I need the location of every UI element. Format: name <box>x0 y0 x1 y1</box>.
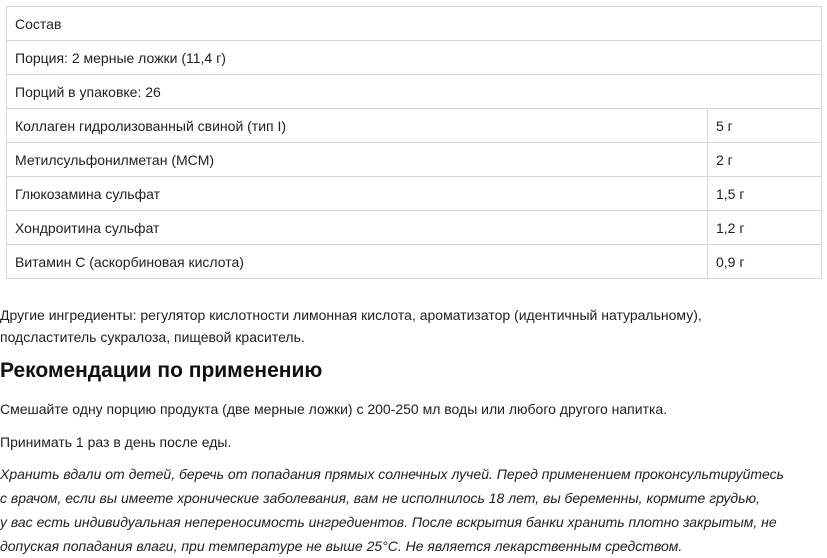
table-row <box>7 143 822 177</box>
warning-line: с врачом, если вы имеете хронические заболевания, вам не исполнилось 18 лет, вы беременны, кормите грудью, <box>0 490 760 506</box>
usage-frequency-text: Принимать 1 раз в день после еды. <box>0 434 232 450</box>
table-row <box>7 7 822 41</box>
ingredient-name-cell: Коллаген гидролизованный свиной (тип I) <box>7 109 708 143</box>
warning-line: Хранить вдали от детей, беречь от попадания прямых солнечных лучей. Перед применением проконсультируйтесь <box>0 466 785 482</box>
usage-instruction-text: Смешайте одну порцию продукта (две мерные ложки) с 200-250 мл воды или любого другого напитка. <box>0 401 668 417</box>
table-row <box>7 41 822 75</box>
ingredient-name-cell: Глюкозамина сульфат <box>7 177 708 211</box>
ingredient-name-cell: Метилсульфонилметан (MCM) <box>7 143 708 177</box>
ingredient-name-cell: Витамин C (аскорбиновая кислота) <box>7 245 708 279</box>
table-row <box>7 245 822 279</box>
warning-line: у вас есть индивидуальная непереносимость ингредиентов. После вскрытия банки хранить плотно закрытым, не <box>0 514 777 530</box>
ingredient-amount-cell: 1,2 г <box>708 211 822 245</box>
table-row <box>7 211 822 245</box>
other-ingredients-line: подсластитель сукралоза, пищевой краситель. <box>0 329 305 345</box>
ingredient-amount-cell: 1,5 г <box>708 177 822 211</box>
serving-size-cell: Порция: 2 мерные ложки (11,4 г) <box>7 41 822 75</box>
ingredient-amount-cell: 5 г <box>708 109 822 143</box>
servings-per-container-cell: Порций в упаковке: 26 <box>7 75 822 109</box>
warning-line: допуская попадания влаги, при температуре не выше 25°C. Не является лекарственным средством. <box>0 538 683 554</box>
other-ingredients-line: Другие ингредиенты: регулятор кислотности лимонная кислота, ароматизатор (идентичный натуральному), <box>0 307 702 323</box>
table-row <box>7 177 822 211</box>
usage-section-title: Рекомендации по применению <box>0 359 323 382</box>
table-row <box>7 109 822 143</box>
ingredient-amount-cell: 0,9 г <box>708 245 822 279</box>
other-ingredients-text <box>0 304 827 348</box>
composition-header-cell: Состав <box>7 7 822 41</box>
table-row <box>7 75 822 109</box>
storage-warning-text <box>0 462 827 558</box>
composition-table <box>6 6 822 279</box>
ingredient-name-cell: Хондроитина сульфат <box>7 211 708 245</box>
ingredient-amount-cell: 2 г <box>708 143 822 177</box>
